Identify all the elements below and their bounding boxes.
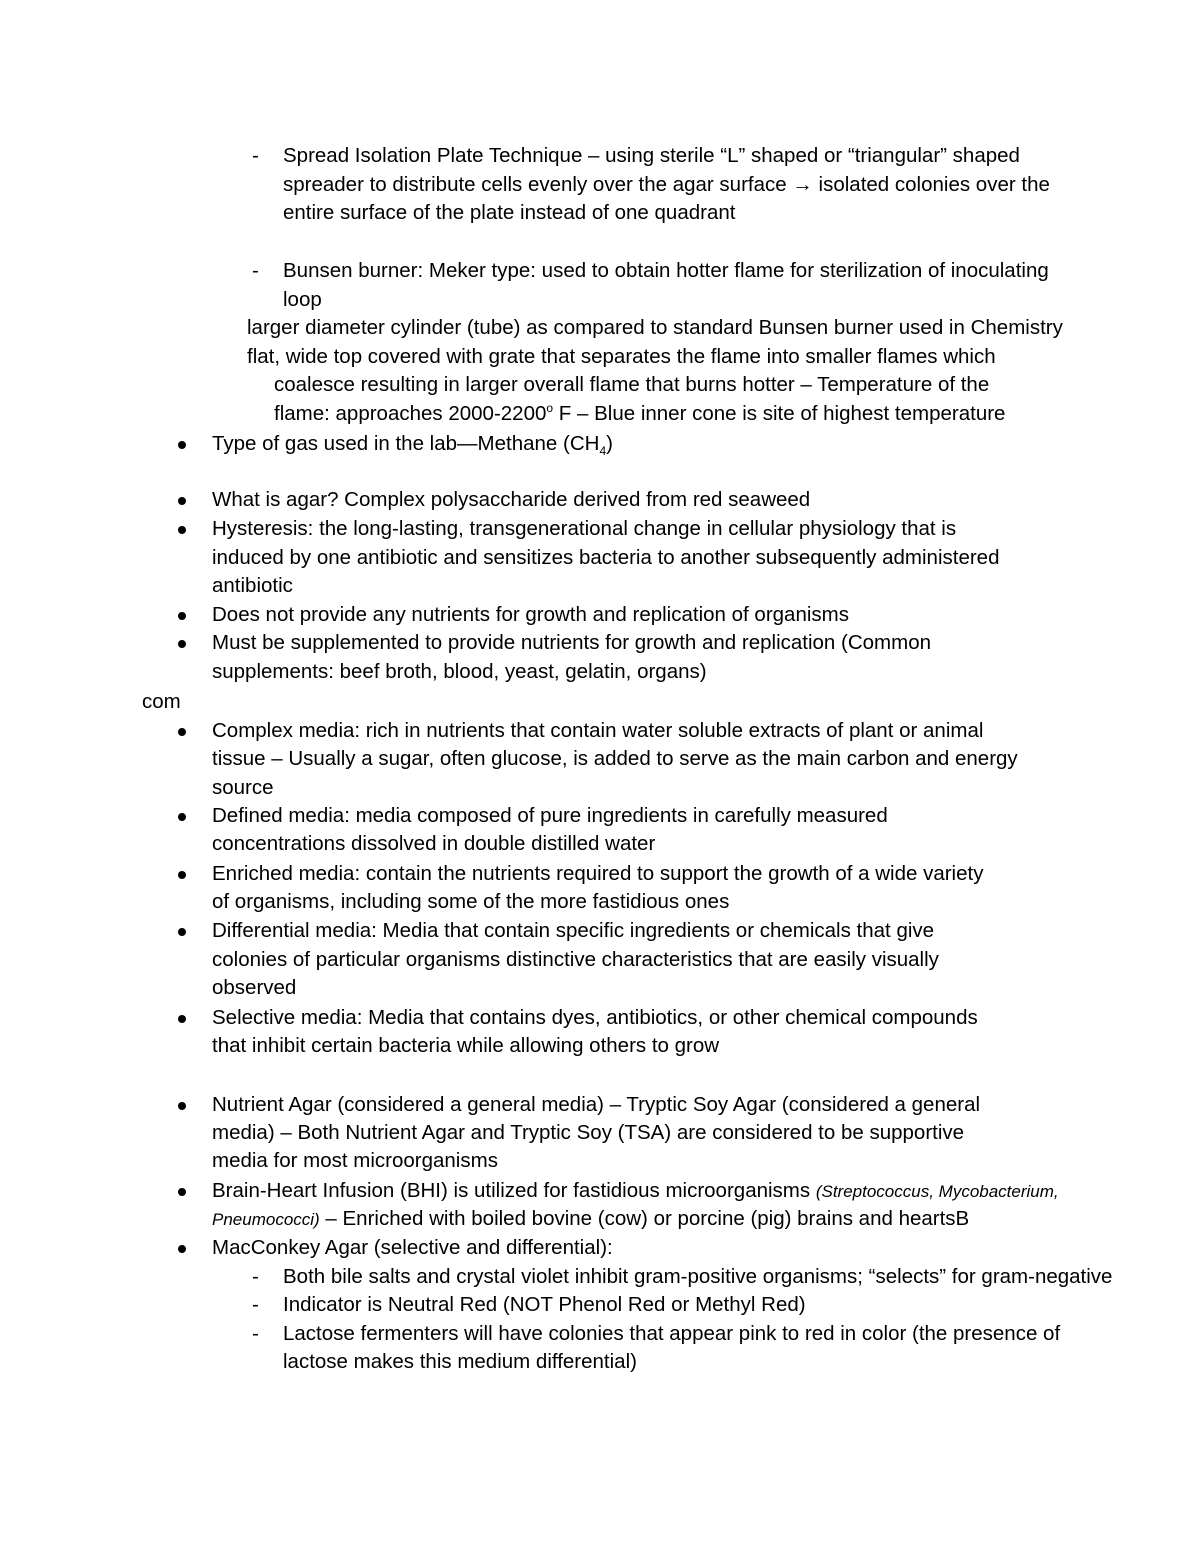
bhi-pneumococci-italic: Pneumococci) — [212, 1210, 320, 1229]
bullet-icon — [178, 1102, 186, 1110]
enriched-line-2: of organisms, including some of the more fastidious ones — [212, 890, 730, 913]
nutrient-agar-line-1: Nutrient Agar (considered a general media) – Tryptic Soy Agar (considered a general — [212, 1093, 981, 1116]
defined-line-2: concentrations dissolved in double distilled water — [212, 832, 656, 855]
hysteresis-line-2: induced by one antibiotic and sensitizes bacteria to another subsequently administered — [212, 546, 1000, 569]
bullet-icon — [178, 526, 186, 534]
macconkey-sub-2: Indicator is Neutral Red (NOT Phenol Red or Methyl Red) — [283, 1293, 806, 1316]
complex-line-2: tissue – Usually a sugar, often glucose, is added to serve as the main carbon and energy — [212, 747, 1018, 770]
bullet-icon — [178, 441, 186, 449]
gas-line: Type of gas used in the lab—Methane $(CH_4)$ — [212, 432, 613, 459]
bullet-icon — [178, 612, 186, 620]
selective-line-2: that inhibit certain bacteria while allowing others to grow — [212, 1034, 720, 1057]
spread-line-2: spreader to distribute cells evenly over the agar surface → isolated colonies over the — [283, 173, 1050, 196]
bhi-line-2: Pneumococci) – Enriched with boiled bovine (cow) or porcine (pig) brains and heartsB — [212, 1207, 970, 1230]
hysteresis-line-3: antibiotic — [212, 574, 293, 597]
nutrients-line: Does not provide any nutrients for growth and replication of organisms — [212, 603, 849, 626]
differential-line-1: Differential media: Media that contain specific ingredients or chemicals that give — [212, 919, 935, 942]
complex-line-1: Complex media: rich in nutrients that contain water soluble extracts of plant or animal — [212, 719, 984, 742]
dash-marker: - — [252, 259, 259, 282]
bullet-icon — [178, 1245, 186, 1253]
supplemented-line-1: Must be supplemented to provide nutrients for growth and replication (Common — [212, 631, 932, 654]
spread-line-1: Spread Isolation Plate Technique – using sterile “L” shaped or “triangular” shaped — [283, 144, 1020, 167]
nutrient-agar-line-3: media for most microorganisms — [212, 1149, 498, 1172]
selective-line-1: Selective media: Media that contains dyes, antibiotics, or other chemical compounds — [212, 1006, 978, 1029]
supplemented-line-2: supplements: beef broth, blood, yeast, gelatin, organs) — [212, 660, 707, 683]
bunsen-line-1: Bunsen burner: Meker type: used to obtain hotter flame for sterilization of inoculating — [283, 259, 1049, 282]
bullet-icon — [178, 928, 186, 936]
bullet-icon — [178, 871, 186, 879]
bullet-icon — [178, 1015, 186, 1023]
differential-line-3: observed — [212, 976, 297, 999]
bunsen-line-2: loop — [283, 288, 322, 311]
nutrient-agar-line-2: media) – Both Nutrient Agar and Tryptic Soy (TSA) are considered to be supportive — [212, 1121, 965, 1144]
complex-line-3: source — [212, 776, 274, 799]
macconkey-sub-1: Both bile salts and crystal violet inhibit gram-positive organisms; “selects” for gram-negative — [283, 1265, 1113, 1288]
bunsen-line-3: larger diameter cylinder (tube) as compared to standard Bunsen burner used in Chemistry — [247, 316, 1063, 339]
agar-line: What is agar? Complex polysaccharide derived from red seaweed — [212, 488, 811, 511]
dash-marker: - — [252, 144, 259, 167]
dash-marker: - — [252, 1322, 259, 1345]
bhi-line-1: Brain-Heart Infusion (BHI) is utilized for fastidious microorganisms (Streptococcus, Mycobacterium, — [212, 1179, 1059, 1202]
hysteresis-line-1: Hysteresis: the long-lasting, transgenerational change in cellular physiology that is — [212, 517, 957, 540]
macconkey-sub-3-line-2: lactose makes this medium differential) — [283, 1350, 637, 1373]
subscript: 4 — [599, 444, 607, 459]
bullet-icon — [178, 640, 186, 648]
macconkey-sub-3-line-1: Lactose fermenters will have colonies that appear pink to red in color (the presence of — [283, 1322, 1061, 1345]
enriched-line-1: Enriched media: contain the nutrients required to support the growth of a wide variety — [212, 862, 984, 885]
macconkey-title: MacConkey Agar (selective and differential): — [212, 1236, 613, 1259]
bullet-icon — [178, 813, 186, 821]
bunsen-line-5: coalesce resulting in larger overall flame that burns hotter – Temperature of the — [274, 373, 990, 396]
stray-text: com — [142, 690, 181, 713]
bullet-icon — [178, 728, 186, 736]
bullet-icon — [178, 1188, 186, 1196]
defined-line-1: Defined media: media composed of pure ingredients in carefully measured — [212, 804, 888, 827]
bhi-organisms-italic: (Streptococcus, Mycobacterium, — [815, 1182, 1059, 1201]
bullet-icon — [178, 497, 186, 505]
bunsen-line-4: flat, wide top covered with grate that separates the flame into smaller flames which — [247, 345, 996, 368]
degree-superscript: o — [546, 401, 554, 416]
differential-line-2: colonies of particular organisms distinctive characteristics that are easily visually — [212, 948, 939, 971]
dash-marker: - — [252, 1265, 259, 1288]
spread-line-3: entire surface of the plate instead of one quadrant — [283, 201, 736, 224]
bunsen-line-6: flame: approaches 2000-2200$^o$ F – Blue inner cone is site of highest temperature — [274, 401, 1006, 425]
dash-marker: - — [252, 1293, 259, 1316]
